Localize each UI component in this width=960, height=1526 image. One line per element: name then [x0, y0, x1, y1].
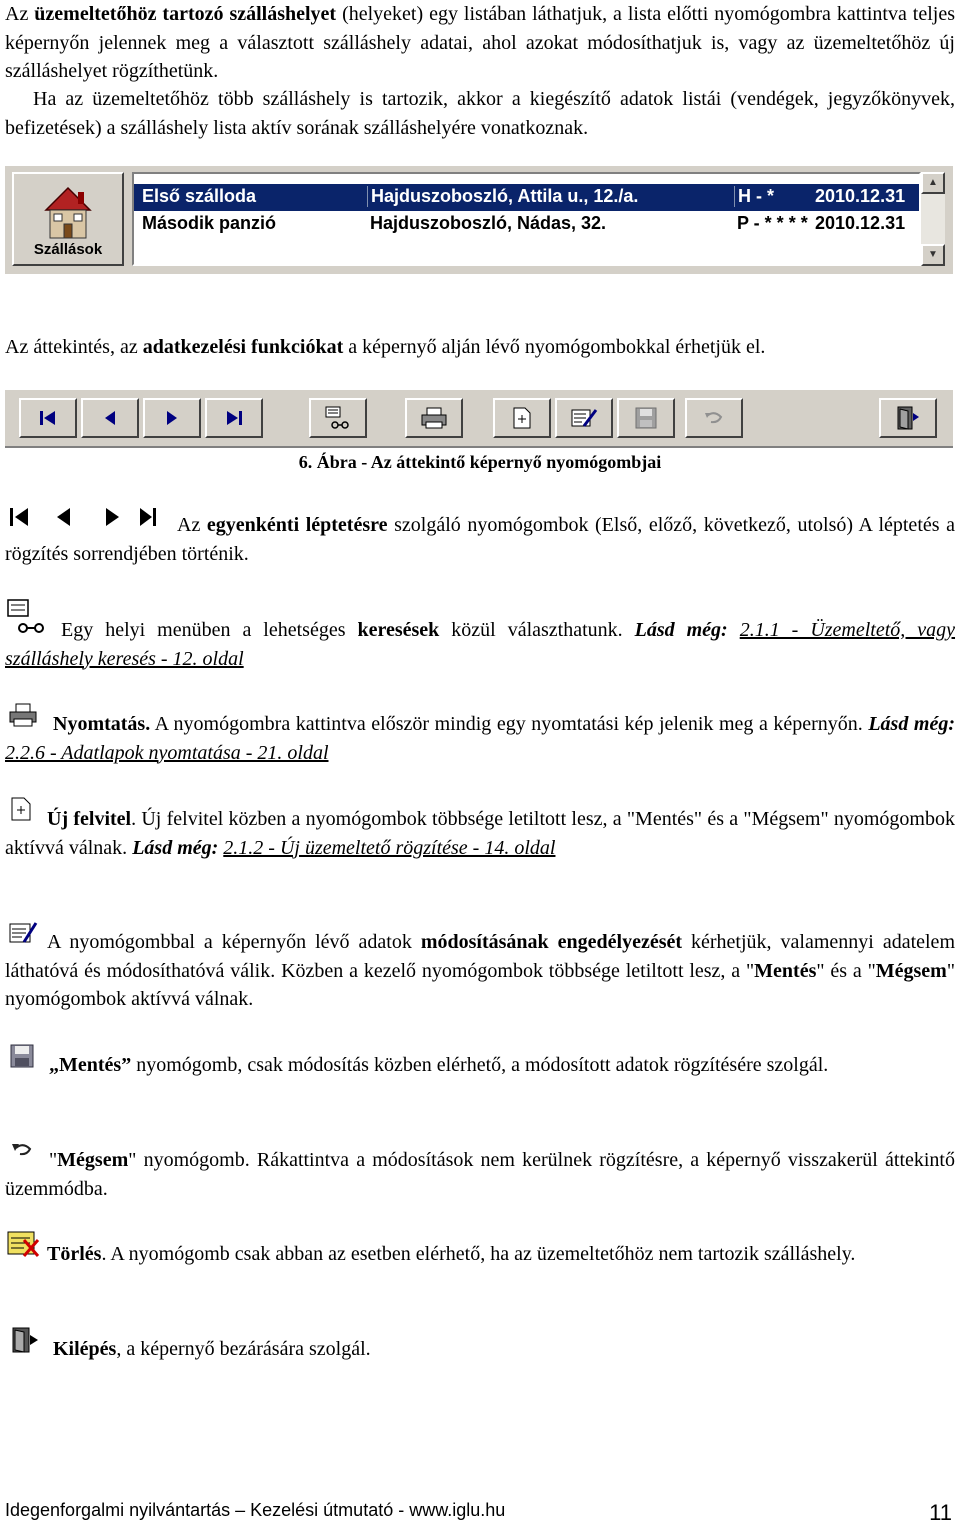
page-number: 11	[929, 1500, 952, 1525]
edit-text-end: " nyomógombok aktívvá válnak.	[5, 959, 955, 1010]
save-button[interactable]	[617, 398, 675, 438]
toolbar-screenshot	[5, 388, 953, 448]
nav-bold: egyenkénti léptetésre	[206, 514, 388, 536]
search-description	[5, 616, 955, 673]
house-icon	[38, 180, 98, 244]
row-address: Hajduszoboszló, Attila u., 12./a.	[367, 186, 731, 207]
delete-bold: Törlés	[47, 1243, 102, 1265]
nav-description	[5, 511, 955, 568]
overview-text-rest: a képernyő alján lévő nyomógombokkal érhetjük el.	[343, 336, 766, 358]
search-see-also: Lásd még:	[634, 619, 728, 641]
undo-quote: "	[49, 1149, 58, 1171]
intro-bold: üzemeltetőhöz tartozó szálláshelyet	[34, 3, 337, 25]
new-bold: Új felvitel	[47, 808, 132, 830]
save-text: nyomógomb, csak módosítás közben elérhető, a módosított adatok rögzítésére szolgál.	[131, 1054, 829, 1076]
intro-paragraph-1	[5, 0, 955, 86]
list-scrollbar[interactable]	[921, 172, 945, 266]
accommodations-button[interactable]	[12, 172, 124, 266]
overview-bold: adatkezelési funkciókat	[142, 336, 344, 358]
scroll-up-icon[interactable]: ▲	[921, 172, 945, 194]
print-icon	[420, 406, 448, 430]
undo-description	[5, 1146, 955, 1203]
search-link[interactable]: 2.1.1 - Üzemeltető, vagy szálláshely keresés - 12. oldal	[5, 619, 956, 670]
row-name: Első szálloda	[142, 186, 257, 206]
nav-text: Az	[177, 514, 207, 536]
row-code: P - * * * *	[737, 213, 808, 233]
undo-button[interactable]	[685, 398, 743, 438]
new-button[interactable]	[493, 398, 551, 438]
new-see-also: Lásd még:	[132, 836, 219, 859]
accommodations-button-label: Szállások	[33, 241, 103, 258]
accommodation-list-panel	[5, 166, 953, 274]
edit-bold-save: Mentés	[754, 959, 817, 982]
search-bold: keresések	[357, 619, 440, 641]
scroll-down-icon[interactable]: ▼	[921, 244, 945, 266]
figure-caption: 6. Ábra - Az áttekintő képernyő nyomógombjai	[298, 452, 662, 472]
save-description	[5, 1051, 955, 1080]
exit-bold: Kilépés	[53, 1338, 117, 1360]
intro-text: Az	[5, 3, 35, 25]
last-record-icon	[223, 408, 245, 428]
save-bold: „Mentés”	[49, 1054, 132, 1076]
save-icon	[634, 406, 658, 430]
edit-text-mid: kérhetjük, valamennyi adatelem láthatóvá és módosíthatóvá válik. Közben a kezelő nyomógombok többsége letiltott lesz, a "	[5, 931, 955, 982]
intro-paragraph-2: Ha az üzemeltetőhöz több szálláshely is tartozik, akkor a kiegészítő adatok listái (vendégek, jegyzőkönyvek, befizetések) a szálláshely lista aktív sorának szálláshelyére vonatkoznak.	[5, 88, 955, 139]
search-text-rest: közül választhatunk.	[439, 619, 635, 641]
new-record-icon	[511, 406, 533, 430]
previous-button[interactable]	[81, 398, 139, 438]
delete-description	[5, 1240, 955, 1269]
undo-text: " nyomógomb. Rákattintva a módosítások nem kerülnek rögzítésre, a képernyő visszakerül áttekintő üzemmódba.	[5, 1149, 955, 1200]
print-see-also: Lásd még:	[868, 713, 955, 735]
list-row[interactable]	[134, 211, 919, 238]
edit-text-and: " és a "	[816, 959, 876, 982]
search-icon	[324, 405, 352, 431]
nav-text-rest: szolgáló nyomógombok (Első, előző, következő, utolsó) A léptetés a rögzítés sorrendjében történik.	[5, 514, 955, 565]
new-text: . Új felvitel közben a nyomógombok többsége letiltott lesz, a "Mentés" és a "Mégsem" nyomógombok aktívvá válnak.	[5, 808, 955, 859]
search-button[interactable]	[309, 398, 367, 438]
exit-icon	[895, 405, 921, 431]
delete-text: . A nyomógomb csak abban az esetben elérhető, ha az üzemeltetőhöz nem tartozik szálláshely.	[101, 1243, 856, 1265]
accommodation-list[interactable]	[132, 172, 921, 266]
edit-button[interactable]	[555, 398, 613, 438]
edit-bold-cancel: Mégsem	[875, 959, 947, 982]
page-footer: Idegenforgalmi nyilvántartás – Kezelési útmutató - www.iglu.hu	[5, 1500, 506, 1520]
print-link[interactable]: 2.2.6 - Adatlapok nyomtatása - 21. oldal	[5, 741, 329, 764]
edit-text: A nyomógombbal a képernyőn lévő adatok	[47, 931, 421, 953]
row-name: Második panzió	[142, 213, 277, 233]
next-button[interactable]	[143, 398, 201, 438]
print-bold: Nyomtatás.	[53, 713, 151, 735]
intro-text-rest: (helyeket) egy listában láthatjuk, a lista előtti nyomógombra kattintva teljes képernyőn jelennek meg a választott szálláshely adatai, ahol azokat módosíthatjuk is, vagy az üzemeltetőhöz új szálláshelyet rögzíthetünk.	[5, 3, 955, 82]
row-date: 2010.12.31	[815, 213, 906, 233]
row-address: Hajduszoboszló, Nádas, 32.	[370, 213, 607, 233]
exit-description	[5, 1335, 955, 1364]
first-button[interactable]	[19, 398, 77, 438]
row-date: 2010.12.31	[815, 186, 906, 206]
edit-bold: módosításának engedélyezését	[420, 931, 683, 953]
exit-button[interactable]	[879, 398, 937, 438]
row-code: H - *	[734, 186, 816, 207]
exit-text: , a képernyő bezárására szolgál.	[116, 1338, 371, 1360]
previous-record-icon	[100, 408, 120, 428]
next-record-icon	[162, 408, 182, 428]
print-description	[5, 710, 955, 767]
overview-paragraph	[5, 333, 955, 362]
print-text: A nyomógombra kattintva először mindig egy nyomtatási kép jelenik meg a képernyőn.	[150, 713, 869, 735]
undo-bold: Mégsem	[57, 1149, 129, 1171]
new-link[interactable]: 2.1.2 - Új üzemeltető rögzítése - 14. oldal	[223, 836, 556, 859]
undo-icon	[703, 408, 725, 428]
search-text: Egy helyi menüben a lehetséges	[61, 619, 358, 641]
overview-text: Az áttekintés, az	[5, 336, 143, 358]
edit-icon	[570, 406, 598, 430]
print-button[interactable]	[405, 398, 463, 438]
list-row[interactable]	[134, 184, 919, 211]
first-record-icon	[37, 408, 59, 428]
last-button[interactable]	[205, 398, 263, 438]
edit-description	[5, 928, 955, 1014]
new-description	[5, 805, 955, 862]
